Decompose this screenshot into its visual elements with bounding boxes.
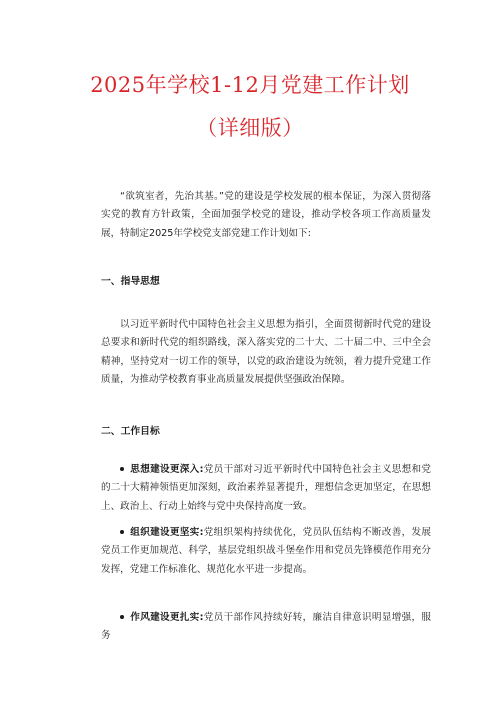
list-item-label: 组织建设更坚实: xyxy=(130,527,204,538)
list-item xyxy=(101,609,431,646)
bullet-icon xyxy=(120,615,124,619)
bullet-icon xyxy=(120,530,124,534)
intro-paragraph: “欲筑室者，先治其基。”党的建设是学校发展的根本保证，为深入贯彻落实党的教育方针政策，全面加强学校党的建设，推动学校各项工作高质量发展，特制定2025年学校党支部党建工作计划如下: xyxy=(101,191,431,239)
list-item-text: 党员干部对习近平新时代中国特色社会主义思想和党的二十大精神领悟更加深刻，政治素养显著提升，理想信念更加坚定，在思想上、政治上、行动上始终与党中央保持高度一致。 xyxy=(101,464,431,512)
section-body-guiding-ideology: 以习近平新时代中国特色社会主义思想为指引，全面贯彻新时代党的建设总要求和新时代党的组织路线，深入落实党的二十大、二十届二中、三中全会精神，坚持党对一切工作的领导，以党的政治建设为统领，着力提升党建工作质量，为推动学校教育事业高质量发展提供坚强政治保障。 xyxy=(101,319,431,386)
list-item-text: 党组织架构持续优化，党员队伍结构不断改善，发展党员工作更加规范、科学，基层党组织战斗堡垒作用和党员先锋模范作用充分发挥，党建工作标准化、规范化水平进一步提高。 xyxy=(101,527,431,575)
list-item-text: 党员干部作风持续好转，廉洁自律意识明显增强，服务 xyxy=(101,612,431,642)
list-item xyxy=(101,524,431,579)
list-item-label: 作风建设更扎实: xyxy=(130,612,204,623)
list-item xyxy=(101,461,431,516)
list-item-label: 思想建设更深入: xyxy=(130,464,204,475)
bullet-icon xyxy=(120,467,124,471)
document-title: 2025年学校1-12月党建工作计划 xyxy=(90,73,410,97)
section-heading-guiding-ideology: 一、指导思想 xyxy=(101,276,160,287)
document-subtitle: （详细版） xyxy=(196,116,304,140)
section-heading-work-goals: 二、工作目标 xyxy=(101,426,160,437)
